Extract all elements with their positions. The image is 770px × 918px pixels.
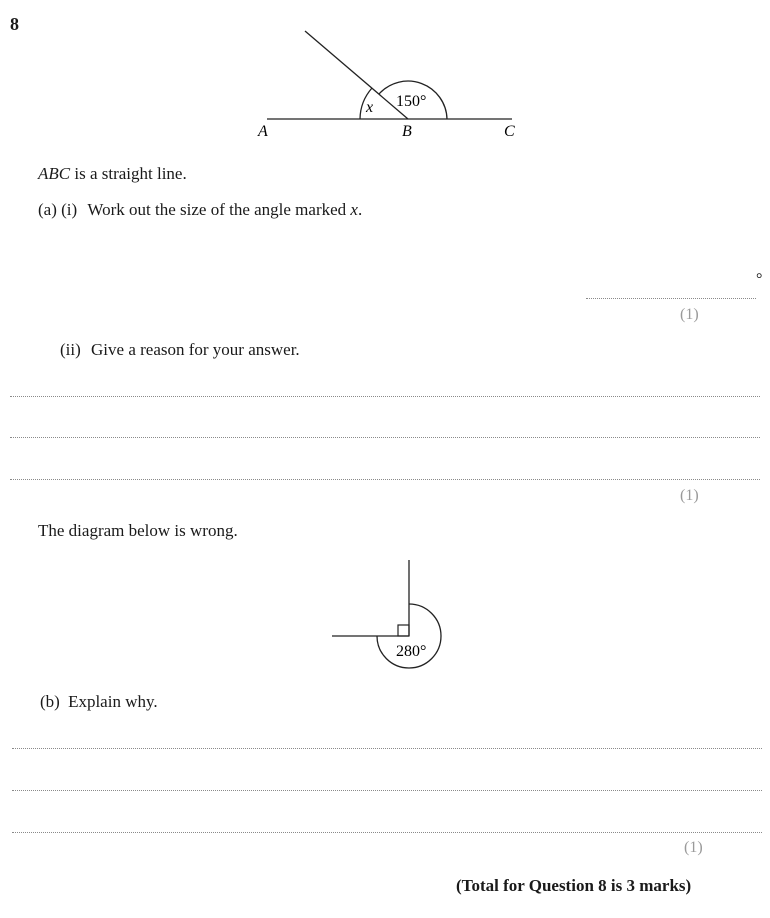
- answer-line-a-ii-1[interactable]: [10, 396, 760, 397]
- angle-label-150: 150°: [396, 93, 427, 110]
- answer-line-b-2[interactable]: [12, 790, 762, 791]
- slanted-ray: [305, 31, 408, 119]
- marks-a-i: (1): [680, 306, 699, 323]
- straight-line-diagram: [0, 0, 770, 160]
- marks-b: (1): [684, 839, 703, 856]
- statement-text: The diagram below is wrong.: [38, 521, 238, 540]
- answer-line-b-1[interactable]: [12, 748, 762, 749]
- part-a-i-label: (a) (i): [38, 200, 78, 219]
- part-a-i-question: (a) (i) Work out the size of the angle marked x.: [38, 200, 363, 219]
- answer-line-a-ii-3[interactable]: [10, 479, 760, 480]
- answer-line-b-3[interactable]: [12, 832, 762, 833]
- question-number: 8: [10, 14, 19, 34]
- label-a: A: [258, 123, 268, 140]
- marks-a-ii: (1): [680, 487, 699, 504]
- answer-line-a-i[interactable]: [586, 298, 756, 299]
- degree-unit: °: [756, 271, 763, 288]
- part-b-question: (b) Explain why.: [40, 692, 158, 711]
- right-angle-marker: [398, 625, 409, 636]
- part-b-label: (b): [40, 692, 60, 711]
- total-marks: (Total for Question 8 is 3 marks): [456, 876, 692, 895]
- label-c: C: [504, 123, 515, 140]
- wrong-angle-diagram: [0, 555, 770, 680]
- part-a-ii-label: (ii): [60, 340, 81, 359]
- angle-label-280: 280°: [396, 643, 427, 660]
- label-x: x: [366, 99, 374, 116]
- answer-line-a-ii-2[interactable]: [10, 437, 760, 438]
- label-b: B: [402, 123, 412, 140]
- part-a-ii-question: (ii) Give a reason for your answer.: [60, 340, 300, 359]
- intro-text: ABC is a straight line.: [38, 164, 187, 183]
